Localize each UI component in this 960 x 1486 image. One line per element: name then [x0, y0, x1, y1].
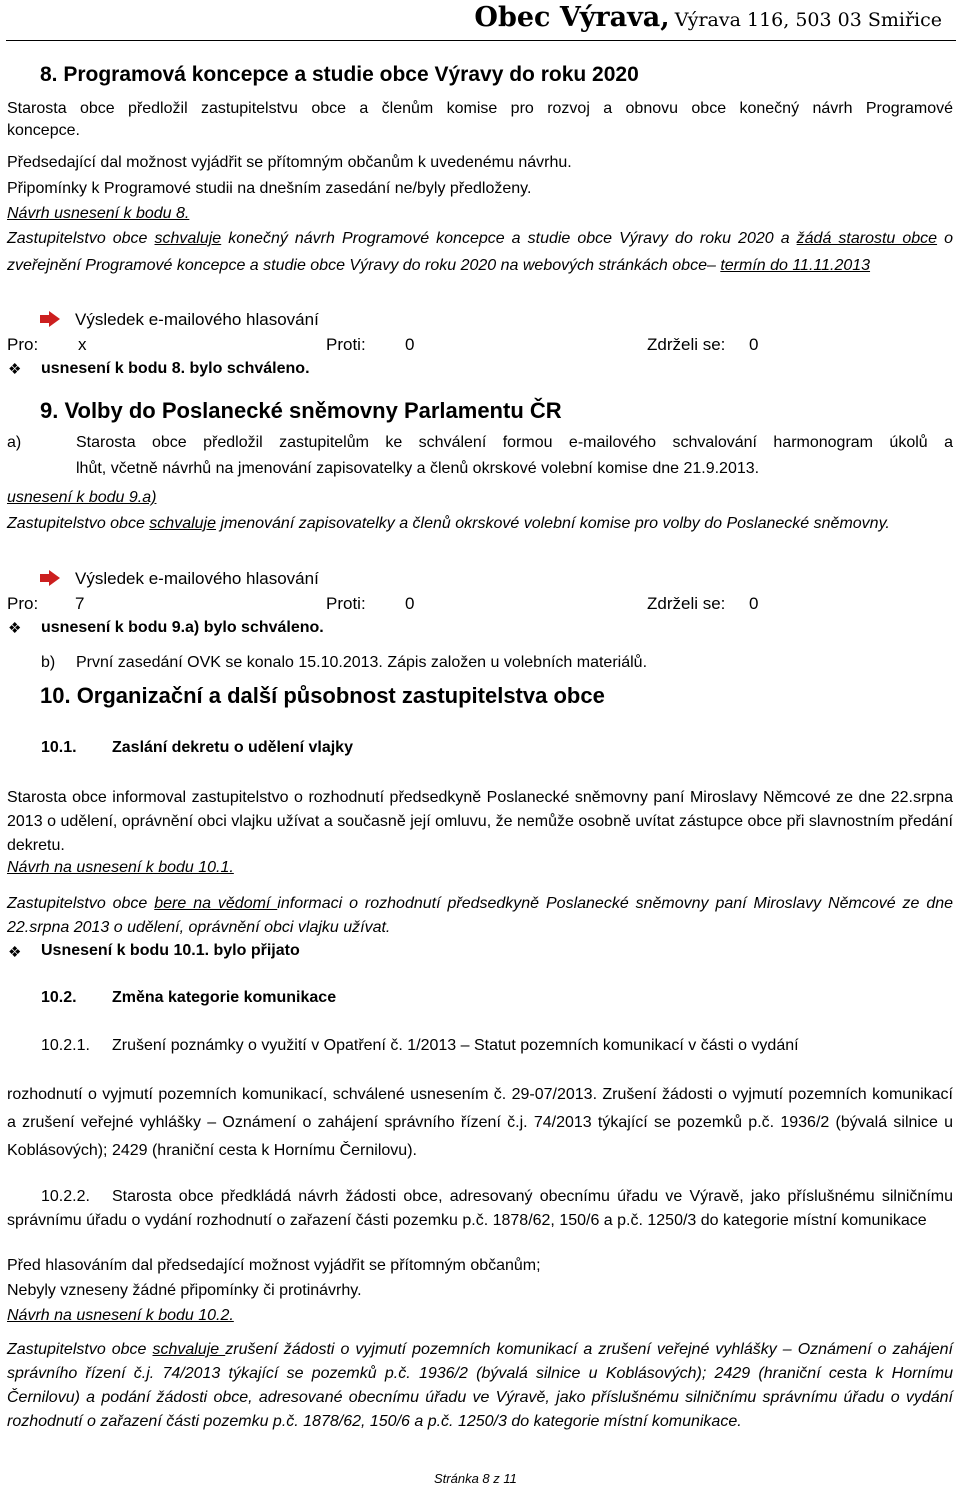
page-header [474, 2, 942, 33]
sec10-2-2-paragraph-b: Před hlasováním dal předsedající možnost vyjádřit se přítomným občanům; [7, 1257, 541, 1274]
sec9-vote-title: Výsledek e-mailového hlasování [75, 569, 319, 588]
red-arrow-icon [40, 570, 60, 586]
sec9-resolution: Zastupitelstvo obce schvaluje jmenování zapisovatelky a členů okrskové volební komise pro volby do Poslanecké sněmovny. [7, 515, 890, 532]
sec10-2-title: Změna kategorie komunikace [112, 989, 337, 1006]
sec9-pro-label: Pro: [7, 594, 39, 613]
sec9-item-a-label: a) [7, 434, 22, 451]
sec8-paragraph-2: Předsedající dal možnost vyjádřit se přítomným občanům k uvedenému návrhu. [7, 154, 572, 171]
sec8-pro-label: Pro: [7, 335, 39, 354]
diamond-bullet-icon: ❖ [8, 620, 22, 637]
sec8-paragraph-1a: Starosta obce předložil zastupitelstvu obce a členům komise pro rozvoj a obnovu obce konečný návrh Programové [7, 100, 953, 117]
sec10-2-2-paragraph-c: Nebyly vzneseny žádné připomínky či protinávrhy. [7, 1282, 362, 1299]
section-9-title: 9. Volby do Poslanecké sněmovny Parlamentu ČR [40, 398, 562, 423]
sec9-zdrzeli-label: Zdrželi se: [647, 594, 726, 613]
sec10-1-number: 10.1. [41, 739, 77, 756]
diamond-bullet-icon: ❖ [8, 361, 22, 378]
sec9-resolution-draft-label: usnesení k bodu 9.a) [7, 489, 157, 506]
sec10-2-resolution-draft-label: Návrh na usnesení k bodu 10.2. [7, 1307, 234, 1324]
sec10-1-approved: Usnesení k bodu 10.1. bylo přijato [41, 942, 300, 959]
sec9-proti-value: 0 [405, 594, 415, 613]
sec10-1-resolution-draft-label: Návrh na usnesení k bodu 10.1. [7, 859, 234, 876]
sec10-2-resolution: Zastupitelstvo obce schvaluje zrušení žádosti o vyjmutí pozemních komunikací a zrušení veřejné vyhlášky – Oznámení o zahájení správního řízení č.j. 74/2013 týkající se pozemků p.č. 1936/2 (bývalá silnice u Koblásových); 2429 (hraniční cesta k Hornímu Černilovu) a podání žádosti obce, adresované obecnímu úřadu ve Výravě, jako příslušnému silničnímu správnímu úřadu o vydání rozhodnutí o zařazení části pozemku p.č. 1878/62, 150/6 a p.č. 1250/3 do kategorie místní komunikace. [7, 1341, 954, 1430]
sec9-proti-label: Proti: [326, 594, 366, 613]
sec10-2-2-paragraph: 10.2.2. Starosta obce předkládá návrh žádosti obce, adresovaný obecnímu úřadu ve Výravě, jako příslušnému silničnímu správnímu úřadu o vydání rozhodnutí o zařazení části pozemku p.č. 1878/62, 150/6 a p.č. 1250/3 do kategorie místní komunikace [7, 1188, 953, 1229]
red-arrow-icon [40, 311, 60, 327]
header-municipality: Obec Výrava, [474, 2, 670, 33]
sec9-item-b-text: První zasedání OVK se konalo 15.10.2013. Zápis založen u volebních materiálů. [76, 654, 648, 671]
header-divider [6, 40, 956, 41]
section-8-title: 8. Programová koncepce a studie obce Výravy do roku 2020 [40, 63, 639, 86]
sec9-approved: usnesení k bodu 9.a) bylo schváleno. [41, 619, 324, 636]
sec8-zdrzeli-label: Zdrželi se: [647, 335, 726, 354]
sec10-1-title: Zaslání dekretu o udělení vlajky [112, 739, 353, 756]
section-10-title: 10. Organizační a další působnost zastupitelstva obce [40, 683, 605, 708]
sec10-2-1-title: Zrušení poznámky o využití v Opatření č. 1/2013 – Statut pozemních komunikací v části o vydání [112, 1037, 799, 1054]
sec8-paragraph-1b: koncepce. [7, 122, 80, 139]
sec8-paragraph-3: Připomínky k Programové studii na dnešním zasedání ne/byly předloženy. [7, 180, 532, 197]
diamond-bullet-icon: ❖ [8, 944, 22, 961]
sec8-proti-value: 0 [405, 335, 415, 354]
sec8-zdrzeli-value: 0 [749, 335, 759, 354]
header-address: Výrava 116, 503 03 Smiřice [674, 9, 942, 31]
sec8-pro-value: x [78, 335, 87, 354]
sec9-pro-value: 7 [75, 594, 85, 613]
page-number: Stránka 8 z 11 [434, 1471, 517, 1486]
sec9-item-a-line-1: Starosta obce předložil zastupitelům ke schválení formou e-mailového schvalování harmonogram úkolů a [76, 434, 953, 451]
sec9-item-b-label: b) [41, 654, 56, 671]
sec8-approved: usnesení k bodu 8. bylo schváleno. [41, 360, 310, 377]
sec8-proti-label: Proti: [326, 335, 366, 354]
sec9-zdrzeli-value: 0 [749, 594, 759, 613]
sec8-resolution-draft-label: Návrh usnesení k bodu 8. [7, 205, 190, 222]
sec8-vote-title: Výsledek e-mailového hlasování [75, 310, 319, 329]
sec9-item-a-line-2: lhůt, včetně návrhů na jmenování zapisovatelky a členů okrskové volební komise dne 21.9.2013. [76, 460, 760, 477]
sec10-1-paragraph: Starosta obce informoval zastupitelstvo o rozhodnutí předsedkyně Poslanecké sněmovny paní Miroslavy Němcové ze dne 22.srpna 2013 o udělení, oprávnění obci vlajku užívat a současně její omluvu, že nemůže osobně uvítat zástupce obce při slavnostním předání dekretu. [7, 789, 953, 854]
sec8-resolution: Zastupitelstvo obce schvaluje konečný návrh Programové koncepce a studie obce Výravy do roku 2020 a žádá starostu obce o zveřejnění Programové koncepce a studie obce Výravy do roku 2020 na webových stránkách obce– termín do 11.11.2013 [7, 230, 954, 274]
sec10-2-1-paragraph: rozhodnutí o vyjmutí pozemních komunikací, schválené usnesením č. 29-07/2013. Zrušení žádosti o vyjmutí pozemních komunikací a zrušení veřejné vyhlášky – Oznámení o zahájení správního řízení č.j. 74/2013 týkající se pozemků p.č. 1936/2 (bývalá silnice u Koblásových); 2429 (hraniční cesta k Hornímu Černilovu). [7, 1086, 953, 1159]
sec10-2-1-number: 10.2.1. [41, 1037, 90, 1054]
sec10-2-number: 10.2. [41, 989, 77, 1006]
sec10-1-resolution: Zastupitelstvo obce bere na vědomí informaci o rozhodnutí předsedkyně Poslanecké sněmovny paní Miroslavy Němcové ze dne 22.srpna 2013 o udělení, oprávnění obci vlajku užívat. [7, 895, 954, 936]
